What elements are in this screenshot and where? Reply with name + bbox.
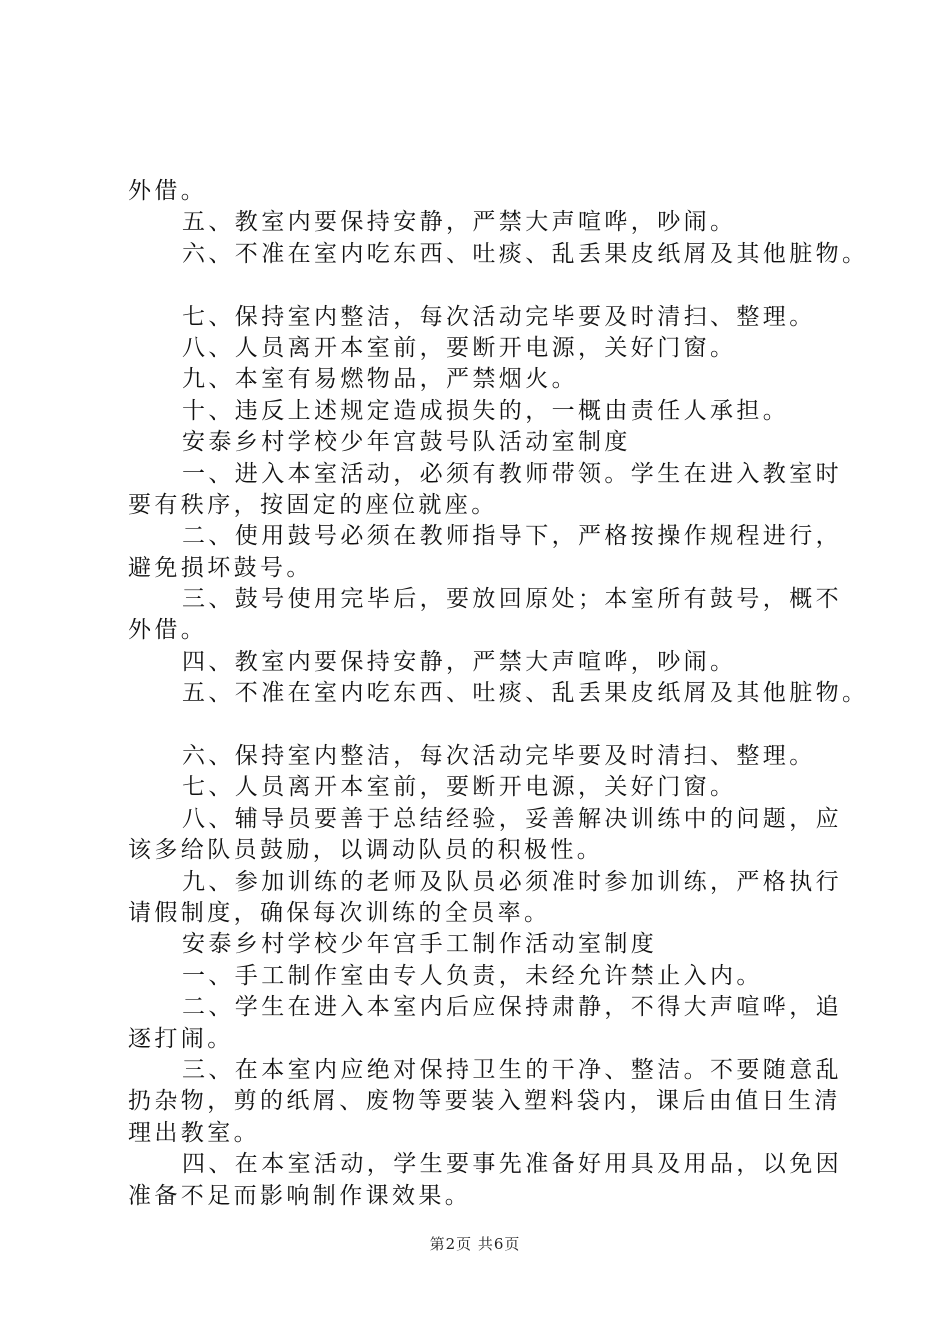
page-footer: 第2页 共6页 <box>429 1235 521 1253</box>
paragraph-line: 外借。 <box>128 178 208 204</box>
paragraph-line-indented: 七、人员离开本室前，要断开电源，关好门窗。 <box>182 774 737 801</box>
paragraph-line-indented: 安泰乡村学校少年宫手工制作活动室制度 <box>182 931 658 958</box>
paragraph-line-indented: 三、在本室内应绝对保持卫生的干净、整洁。不要随意乱 <box>182 1056 842 1083</box>
paragraph-line-indented: 七、保持室内整洁，每次活动完毕要及时清扫、整理。 <box>182 303 816 330</box>
paragraph-line-indented: 五、教室内要保持安静，严禁大声喧哗，吵闹。 <box>182 209 737 236</box>
paragraph-line: 该多给队员鼓励，以调动队员的积极性。 <box>128 837 604 864</box>
paragraph-line-indented: 九、参加训练的老师及队员必须准时参加训练，严格执行 <box>182 868 842 895</box>
paragraph-line-indented: 三、鼓号使用完毕后，要放回原处；本室所有鼓号，概不 <box>182 586 842 613</box>
paragraph-line: 逐打闹。 <box>128 1025 234 1052</box>
blank-line <box>128 710 848 741</box>
paragraph-line-indented: 八、辅导员要善于总结经验，妥善解决训练中的问题，应 <box>182 805 842 832</box>
paragraph-line-indented: 六、保持室内整洁，每次活动完毕要及时清扫、整理。 <box>182 743 816 770</box>
paragraph-line: 避免损坏鼓号。 <box>128 554 313 581</box>
paragraph-line-indented: 二、学生在进入本室内后应保持肃静，不得大声喧哗，追 <box>182 994 842 1021</box>
paragraph-line-indented: 一、手工制作室由专人负责，未经允许禁止入内。 <box>182 962 763 989</box>
paragraph-line-indented: 五、不准在室内吃东西、吐痰、乱丢果皮纸屑及其他脏物。 <box>182 680 869 707</box>
paragraph-line: 要有秩序，按固定的座位就座。 <box>128 491 498 518</box>
paragraph-line: 扔杂物，剪的纸屑、废物等要装入塑料袋内，课后由值日生清 <box>128 1088 841 1115</box>
paragraph-line-indented: 六、不准在室内吃东西、吐痰、乱丢果皮纸屑及其他脏物。 <box>182 240 869 267</box>
paragraph-line-indented: 八、人员离开本室前，要断开电源，关好门窗。 <box>182 334 737 361</box>
paragraph-line-indented: 安泰乡村学校少年宫鼓号队活动室制度 <box>182 429 631 456</box>
paragraph-line: 外借。 <box>128 617 208 644</box>
paragraph-line-indented: 一、进入本室活动，必须有教师带领。学生在进入教室时 <box>182 460 842 487</box>
paragraph-line-indented: 四、教室内要保持安静，严禁大声喧哗，吵闹。 <box>182 648 737 675</box>
paragraph-line: 请假制度，确保每次训练的全员率。 <box>128 899 551 926</box>
paragraph-line: 理出教室。 <box>128 1119 260 1146</box>
blank-line <box>128 270 848 301</box>
paragraph-line-indented: 二、使用鼓号必须在教师指导下，严格按操作规程进行， <box>182 523 842 550</box>
paragraph-line: 准备不足而影响制作课效果。 <box>128 1182 472 1209</box>
document-body <box>128 176 869 1212</box>
paragraph-line-indented: 十、违反上述规定造成损失的，一概由责任人承担。 <box>182 397 790 424</box>
paragraph-line-indented: 九、本室有易燃物品，严禁烟火。 <box>182 366 578 393</box>
paragraph-line-indented: 四、在本室活动，学生要事先准备好用具及用品，以免因 <box>182 1151 842 1178</box>
